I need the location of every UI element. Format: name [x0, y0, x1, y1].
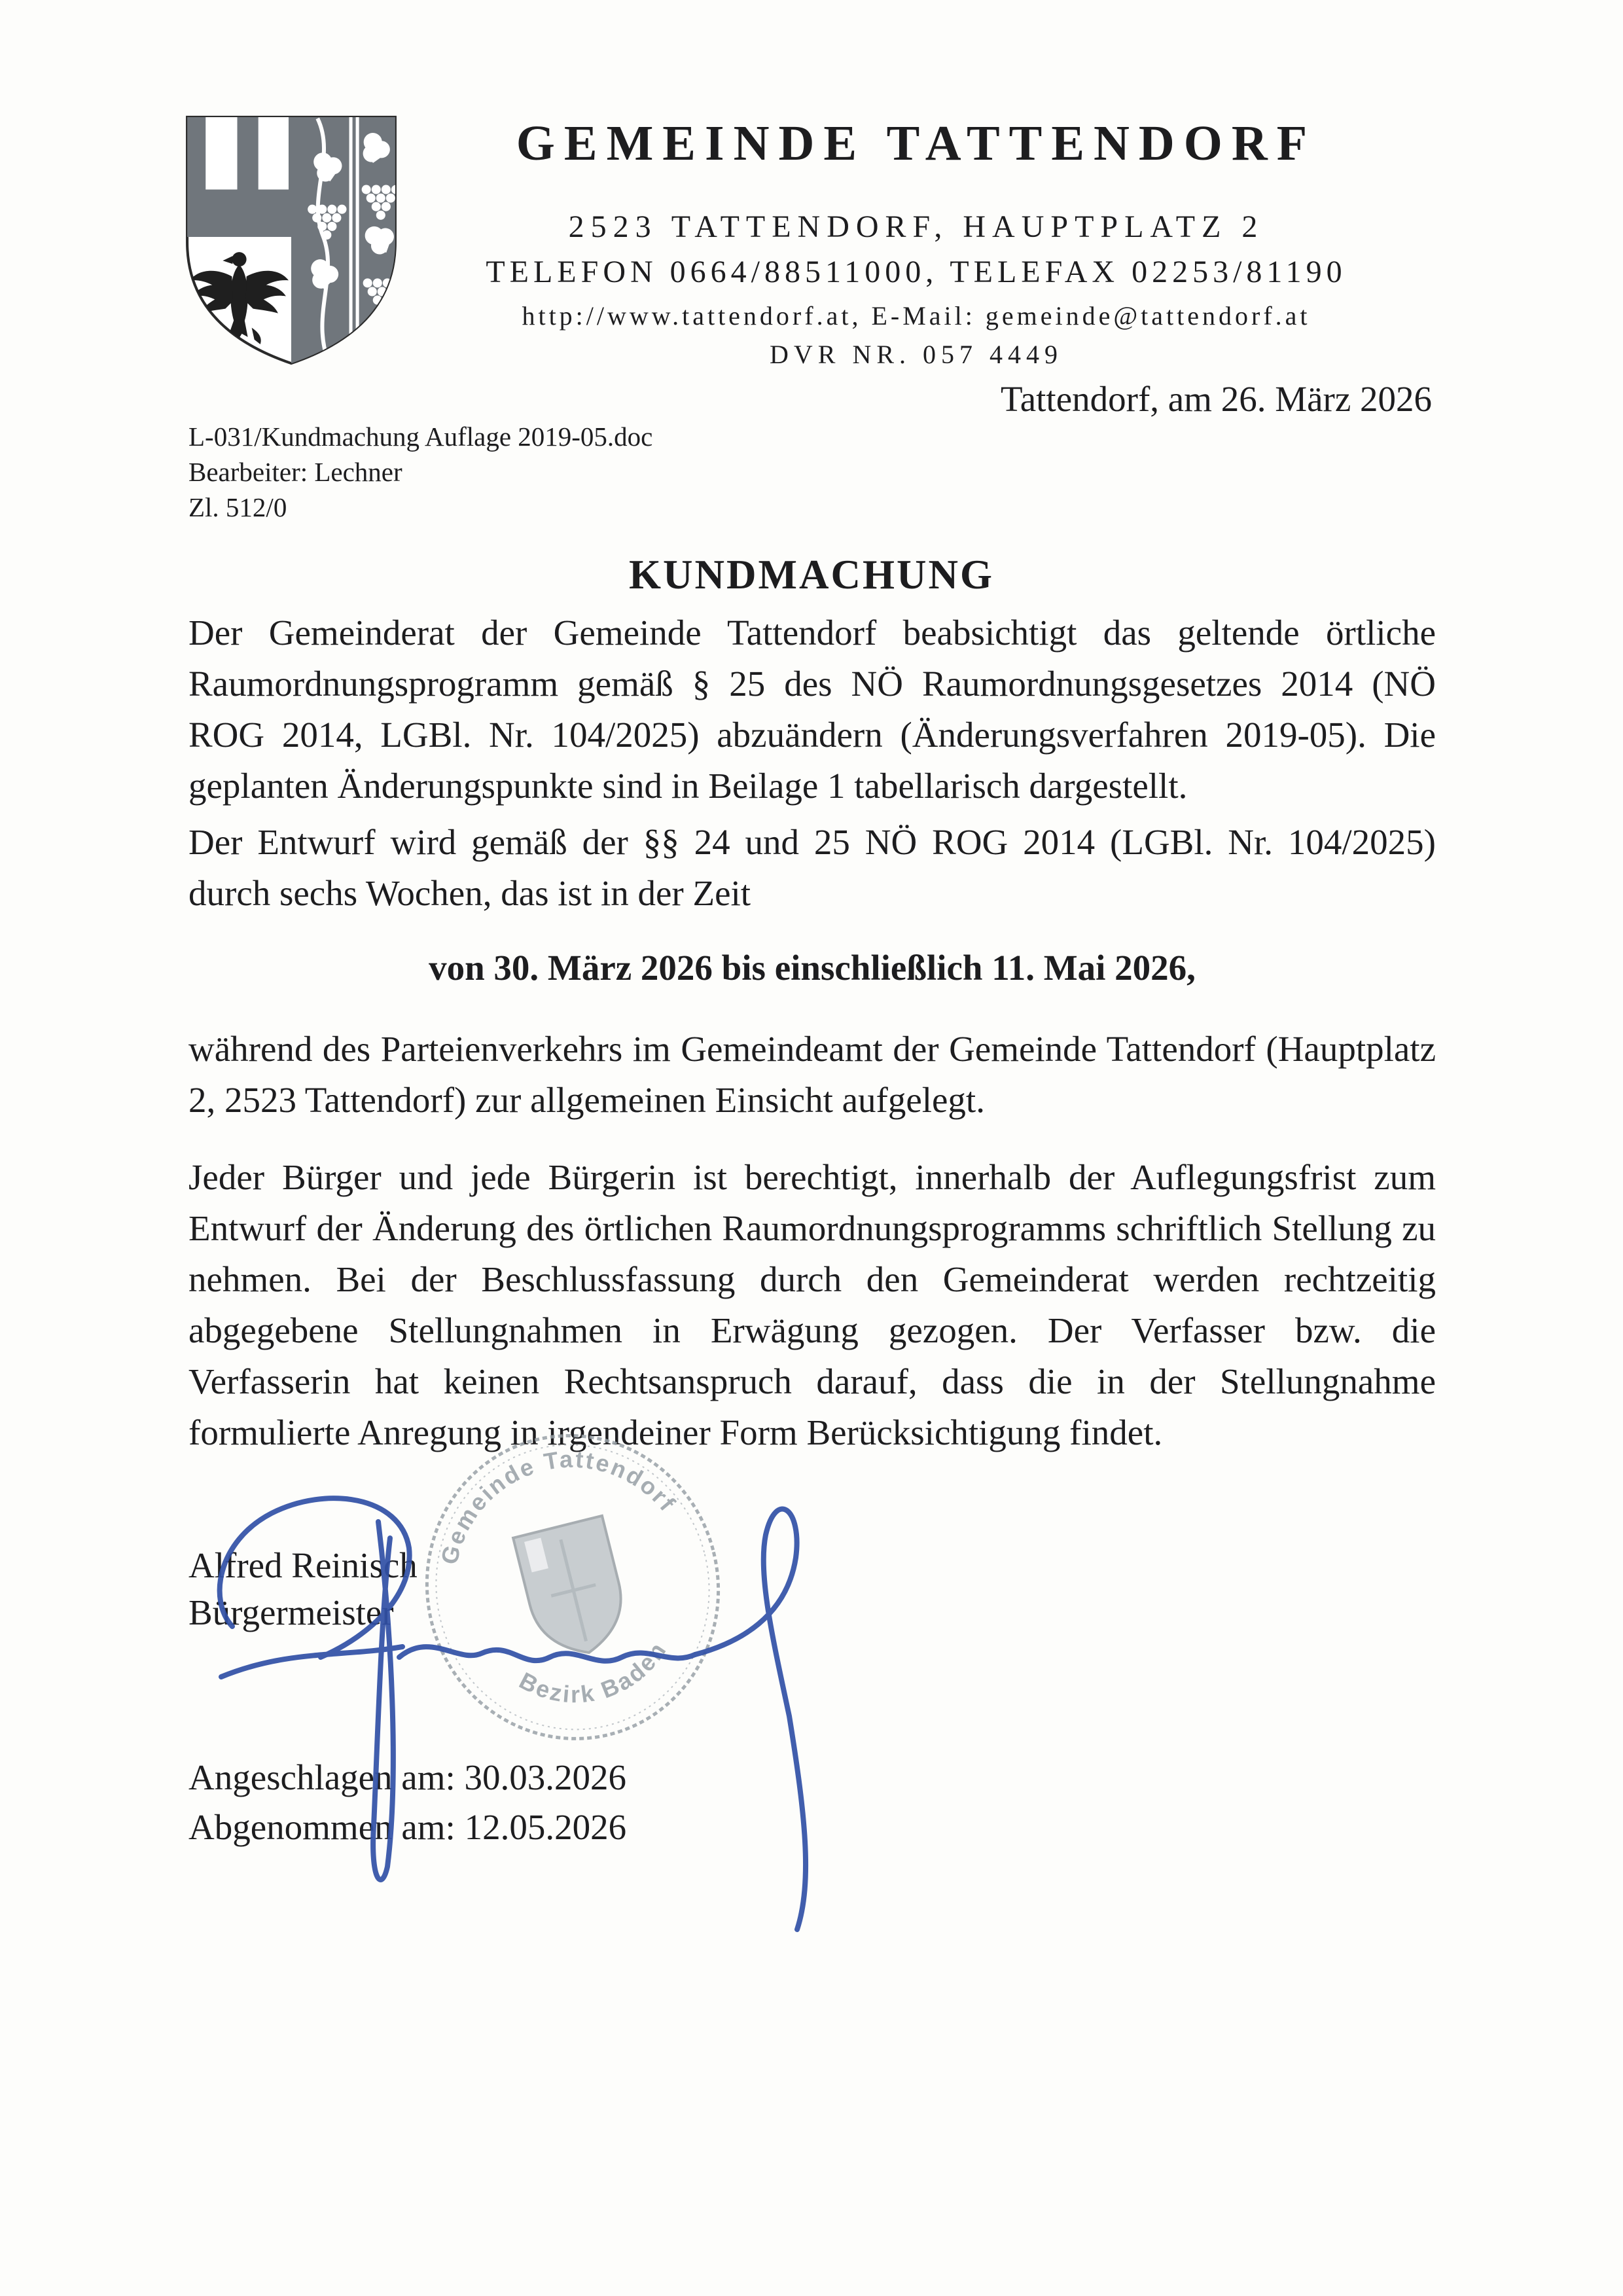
inspection-period: von 30. März 2026 bis einschließlich 11. Mai 2026,: [429, 948, 1196, 988]
dateline: Tattendorf, am 26. März 2026: [1000, 379, 1432, 419]
org-name: GEMEINDE TATTENDORF: [516, 116, 1317, 171]
dvr-line: DVR NR. 057 4449: [769, 340, 1063, 369]
signature-role: Bürgermeister: [188, 1592, 394, 1632]
removed-date: Abgenommen am: 12.05.2026: [188, 1807, 627, 1847]
phone-line: TELEFON 0664/88511000, TELEFAX 02253/81190: [486, 255, 1347, 289]
paragraph-inspection: während des Parteienverkehrs im Gemeindeamt der Gemeinde Tattendorf (Hauptplatz 2, 2523 Tattendorf) zur allgemeinen Einsicht aufgelegt.: [188, 1029, 1436, 1120]
reference-file: L-031/Kundmachung Auflage 2019-05.doc: [188, 422, 653, 452]
stamp-text-top: Gemeinde Tattendorf: [435, 1445, 682, 1568]
reference-number: Zl. 512/0: [188, 492, 287, 522]
document-title: KUNDMACHUNG: [629, 552, 994, 598]
stamp-text-bottom: Bezirk Baden: [514, 1636, 672, 1708]
signature-name: Alfred Reinisch: [188, 1545, 418, 1585]
paragraph-rights: Jeder Bürger und jede Bürgerin ist berechtigt, innerhalb der Auflegungsfrist zum Entwurf der Änderung des örtlichen Raumordnungsprogramms schriftlich Stellung zu nehmen. Bei der Beschlussfassung durch den Gemeinderat werden rechtzeitig abgegebene Stellungnahmen in Erwägung gezogen. Der Verfasser bzw. die Verfasserin hat keinen Rechtsanspruch darauf, dass die in der Stellungnahme formulierte Anregung in irgendeiner Form Berücksichtigung findet.: [188, 1157, 1436, 1452]
letterhead: [393, 115, 1440, 370]
reference-editor: Bearbeiter: Lechner: [188, 457, 402, 487]
coat-of-arms-icon: [181, 110, 402, 369]
paragraph-draft: Der Entwurf wird gemäß der §§ 24 und 25 NÖ ROG 2014 (LGBl. Nr. 104/2025) durch sechs Wochen, das ist in der Zeit: [188, 822, 1436, 913]
posted-date: Angeschlagen am: 30.03.2026: [188, 1757, 627, 1797]
reference-block: [188, 419, 652, 525]
paragraph-intro: Der Gemeinderat der Gemeinde Tattendorf beabsichtigt das geltende örtliche Raumordnungsprogramm gemäß § 25 des NÖ Raumordnungsgesetzes 2014 (NÖ ROG 2014, LGBl. Nr. 104/2025) abzuändern (Änderungsverfahren 2019-05). Die geplanten Änderungspunkte sind in Beilage 1 tabellarisch dargestellt.: [188, 613, 1436, 806]
address-line: 2523 TATTENDORF, HAUPTPLATZ 2: [568, 209, 1264, 244]
handwritten-signature-icon: [183, 1460, 903, 1944]
website-line: http://www.tattendorf.at, E-Mail: gemeinde@tattendorf.at: [522, 301, 1311, 331]
